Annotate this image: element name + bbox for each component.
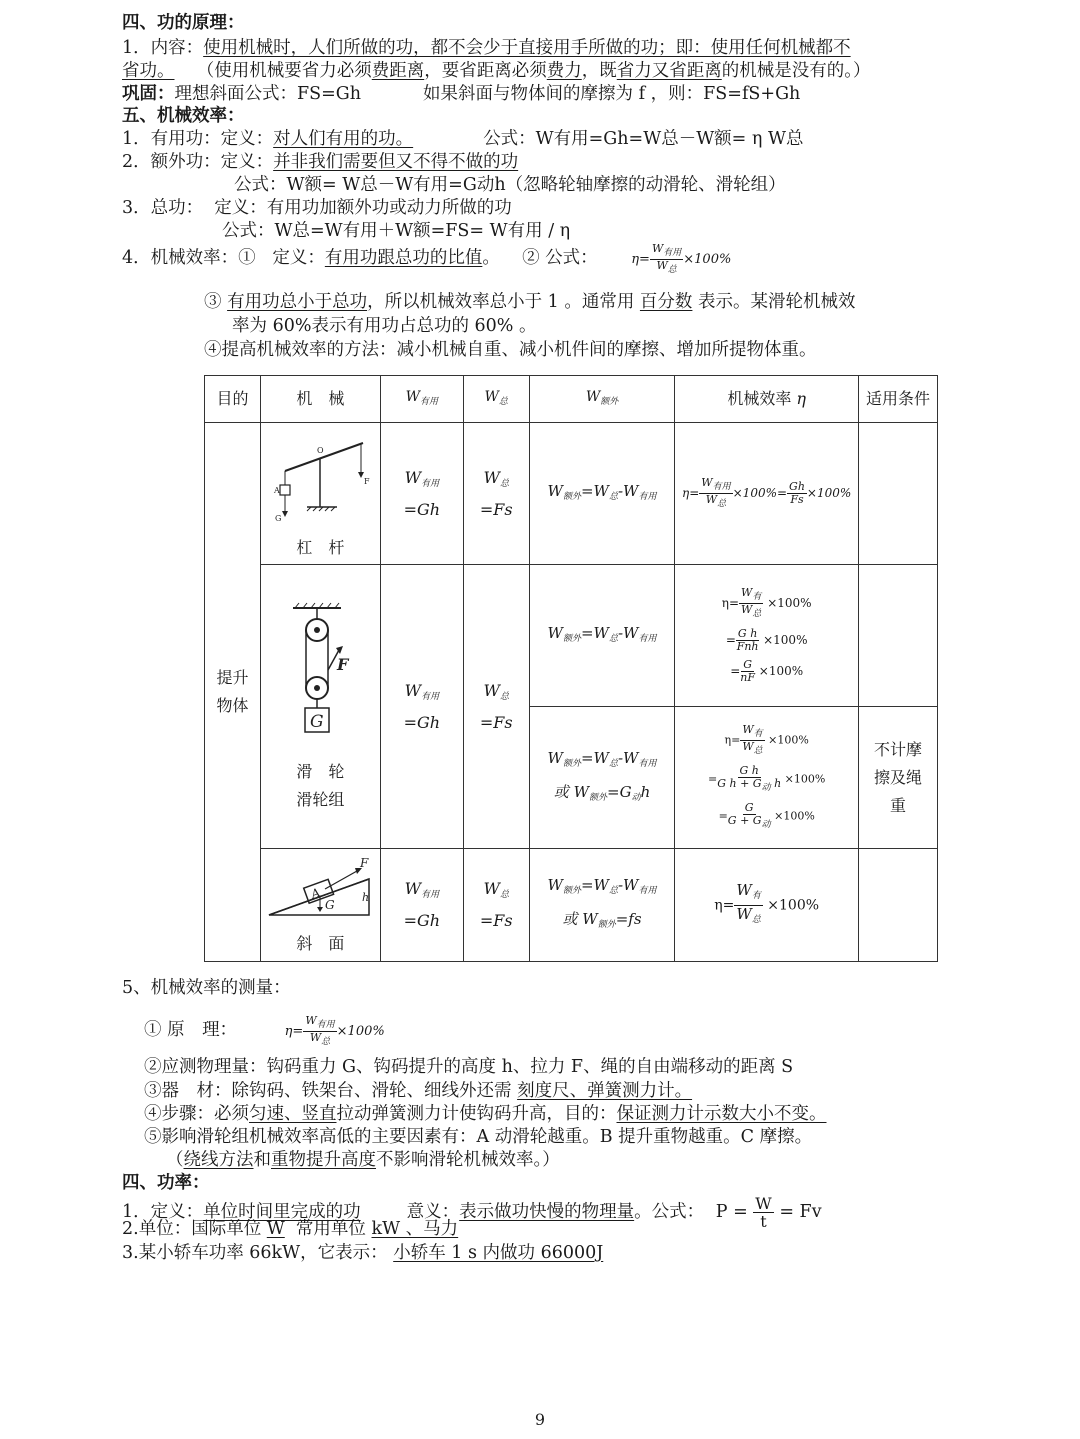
lever-useful: $W_{有用}$ =Gh (380, 423, 463, 565)
purpose-cell: 提升物体 (205, 423, 261, 962)
svg-text:F: F (337, 654, 349, 674)
pulley-diagram (285, 600, 355, 750)
efficiency-def-text: 有用功跟总功的比值 (324, 248, 483, 268)
incline-diagram (265, 855, 375, 925)
total-work-label: 3．总功： (122, 198, 204, 218)
incline-efficiency: η= $\frac{W_有}{W_总}$ ×100% (675, 849, 859, 962)
svg-text:F: F (364, 476, 370, 486)
power-formula: P = $\frac{W}{t}$ = Fv (715, 1194, 822, 1231)
section-title-efficiency: 五、机械效率： (122, 106, 245, 126)
table-row-lever (205, 423, 938, 565)
principle-content-line (122, 37, 851, 59)
lever-extra: $W_{额外}=W_总-W_{有用}$ (529, 423, 675, 565)
measurement-factors: ⑤影响滑轮组机械效率高低的主要因素有：A 动滑轮越重。B 提升重物越重。C 摩擦。 (144, 1127, 813, 1147)
efficiency-note3-line (204, 291, 856, 313)
header-purpose: 目的 (205, 376, 261, 423)
useful-work-def: 对人们有用的功。 (273, 129, 414, 149)
measurement-note-c: 和 (253, 1150, 271, 1170)
measurement-steps-line (144, 1103, 827, 1125)
consolidate-label: 巩固： (122, 84, 175, 104)
pulley-extra-a: $W_{额外}=W_总-W_{有用}$ (529, 565, 675, 707)
power-example-a: 3.某小轿车功率 66kW，它表示： (122, 1243, 388, 1263)
measurement-principle-line (144, 1015, 385, 1048)
principle-content-end: 省功。 (122, 61, 175, 81)
incline-label: 斜 面 (296, 934, 345, 953)
power-unit-a: 2.单位：国际单位 (122, 1219, 262, 1239)
efficiency-note3-e: 表示。某滑轮机械效 (698, 292, 856, 312)
efficiency-def-label: 4．机械效率：① (122, 248, 256, 268)
header-extra: $W_{额外}$ (529, 376, 675, 423)
header-efficiency: 机械效率 η (675, 376, 859, 423)
header-machine: 机 械 (260, 376, 380, 423)
principle-note-e: ，既 (581, 61, 617, 81)
principle-note-f: 省力又省距离 (616, 61, 722, 81)
principle-content-text: 使用机械时，人们所做的功，都不会少于直接用手所做的功；即：使用任何机械都不 (203, 38, 851, 58)
incline-useful: $W_{有用}$ =Gh (380, 849, 463, 962)
extra-work-label: 2．额外功：定义： (122, 152, 274, 172)
measurement-steps-b: 匀速、竖直 (249, 1104, 337, 1124)
efficiency-table (204, 375, 938, 962)
lever-total: $W_总$ =Fs (463, 423, 529, 565)
header-total: $W_总$ (463, 376, 529, 423)
header-condition: 适用条件 (859, 376, 938, 423)
measurement-note-b: 绕线方法 (183, 1150, 254, 1170)
measurement-title: 5、机械效率的测量： (122, 978, 291, 998)
principle-note-line (122, 60, 871, 82)
svg-text:G: G (310, 711, 325, 732)
svg-text:G: G (325, 898, 336, 912)
section-title-power: 四、功率： (122, 1173, 210, 1193)
consolidate-text: 理想斜面公式：FS=Gh (174, 84, 362, 104)
svg-text:G: G (275, 513, 282, 523)
principle-note-c: ，要省距离必须 (424, 61, 547, 81)
lever-condition (859, 423, 938, 565)
pulley-extra-b: $W_{额外}=W_总-W_{有用}$ 或 $W_{额外}=G_动h$ (529, 707, 675, 849)
useful-work-formula: 公式：W有用=Gh=W总－W额= η W总 (483, 129, 804, 149)
table-row-pulley-a (205, 565, 938, 707)
pulley-condition-b: 不计摩擦及绳重 (859, 707, 938, 849)
power-def-label: 1．定义： (122, 1202, 204, 1222)
pulley-efficiency-b: η= $\frac{W_有}{W_总}$ ×100% = $\frac{\text{G h}}{G h + G_动 h}$ ×100% = $\frac{G}{G + G_动}$ ×100% (675, 707, 859, 849)
svg-text:h: h (362, 891, 370, 904)
incline-condition (859, 849, 938, 962)
extra-work-def: 并非我们需要但又不得不做的功 (273, 152, 519, 172)
measurement-principle-label: ① 原 理： (144, 1020, 238, 1040)
power-example-line (122, 1242, 603, 1264)
efficiency-note3-b: 有用功总小于总功 (227, 292, 368, 312)
measurement-equipment-line (144, 1080, 692, 1102)
extra-work-formula: 公式：W额= W总－W有用=G动h（忽略轮轴摩擦的动滑轮、滑轮组） (234, 175, 786, 195)
measurement-principle-formula: η= $\frac{W_{有用}}{W_总}$ ×100% (284, 1014, 385, 1047)
pulley-cell (260, 565, 380, 849)
useful-work-label: 1．有用功：定义： (122, 129, 274, 149)
pulley-efficiency-a: η= $\frac{W_有}{W_总}$ ×100% = $\frac{\text{G h}}{\text{Fnh}}$ ×100% = $\frac{G}{nF}$ ×100% (675, 565, 859, 707)
efficiency-note3-d: 百分数 (639, 292, 693, 312)
power-unit-line (122, 1218, 458, 1240)
measurement-note-d: 重物提升高度 (271, 1150, 376, 1170)
measurement-steps-a: ④步骤：必须 (144, 1104, 249, 1124)
svg-text:F: F (360, 856, 369, 870)
consolidate-line (122, 83, 800, 105)
pulley-condition-a (859, 565, 938, 707)
page-number: 9 (534, 1410, 546, 1429)
svg-text:A: A (274, 485, 281, 495)
efficiency-def-text-label: 定义： (272, 248, 325, 268)
measurement-note-e: 不影响滑轮机械效率。） (376, 1150, 560, 1170)
extra-work-line (122, 151, 518, 173)
power-formula-label: 。公式： (634, 1202, 705, 1222)
efficiency-def-end: 。 (482, 248, 500, 268)
measurement-note-a: （ (166, 1150, 184, 1170)
svg-text:A: A (309, 885, 323, 902)
efficiency-note4: ④提高机械效率的方法：减小机械自重、减小机件间的摩擦、增加所提物体重。 (204, 340, 817, 360)
power-def-text: 单位时间里完成的功 (203, 1202, 361, 1222)
total-work-line (122, 197, 512, 219)
principle-content-label: 1．内容： (122, 38, 204, 58)
efficiency-formula: η= $\frac{W_{有用}}{W_总}$ ×100% (631, 242, 732, 275)
principle-note-a: （使用机械要省力必须 (196, 61, 372, 81)
power-example-b: 小轿车 1 s 内做功 66000J (393, 1243, 604, 1263)
lever-cell (260, 423, 380, 565)
efficiency-note3-c: ，所以机械效率总小于 1 。通常用 (367, 292, 635, 312)
lever-label: 杠 杆 (296, 537, 345, 557)
measurement-equipment-a: ③器 材：除钩码、铁架台、滑轮、细线外还需 (144, 1081, 512, 1101)
consolidate-text2: 如果斜面与物体间的摩擦为 f ，则：FS=fS+Gh (423, 84, 801, 104)
table-row-incline (205, 849, 938, 962)
useful-work-line (122, 128, 803, 150)
table-header-row (205, 376, 938, 423)
pulley-useful: $W_{有用}$ =Gh (380, 565, 463, 849)
measurement-note-line (166, 1149, 560, 1171)
pulley-total: $W_总$ =Fs (463, 565, 529, 849)
lever-diagram (265, 429, 375, 529)
measurement-steps-d: 保证测力计示数大小不变。 (616, 1104, 827, 1124)
measurement-equipment-b: 刻度尺、弹簧测力计。 (517, 1081, 693, 1101)
power-unit-b: W (266, 1219, 285, 1239)
power-unit-c: 常用单位 (295, 1219, 366, 1239)
power-meaning-label: 意义： (406, 1202, 460, 1222)
efficiency-note3-cont: 率为 60%表示有用功占总功的 60% 。 (232, 316, 537, 336)
incline-cell (260, 849, 380, 962)
efficiency-formula-label: ② 公式： (522, 248, 598, 268)
section-title-work-principle: 四、功的原理： (122, 13, 245, 33)
principle-note-d: 费力 (546, 61, 582, 81)
efficiency-def-line (122, 243, 731, 276)
measurement-steps-c: 拉动弹簧测力计使钩码升高，目的： (336, 1104, 617, 1124)
incline-total: $W_总$ =Fs (463, 849, 529, 962)
svg-text:O: O (317, 445, 324, 455)
principle-note-g: 的机械是没有的。） (721, 61, 871, 81)
lever-efficiency: η= $\frac{W_{有用}}{W_总}$ ×100%= $\frac{Gh}{Fs}$ ×100% (675, 423, 859, 565)
measurement-quantities: ②应测物理量：钩码重力 G、钩码提升的高度 h、拉力 F、绳的自由端移动的距离 S (144, 1057, 794, 1077)
incline-extra: $W_{额外}=W_总-W_{有用}$ 或 $W_{额外}=fs$ (529, 849, 675, 962)
pulley-label: 滑 轮 滑轮组 (296, 761, 345, 809)
total-work-formula: 公式：W总=W有用＋W额=FS= W有用 / η (222, 221, 571, 241)
header-useful: $W_{有用}$ (380, 376, 463, 423)
power-unit-d: kW 、马力 (371, 1219, 459, 1239)
efficiency-note3-a: ③ (204, 292, 222, 312)
power-meaning-text: 表示做功快慢的物理量 (459, 1202, 635, 1222)
total-work-def: 定义：有用功加额外功或动力所做的功 (214, 198, 512, 218)
principle-note-b: 费距离 (371, 61, 425, 81)
